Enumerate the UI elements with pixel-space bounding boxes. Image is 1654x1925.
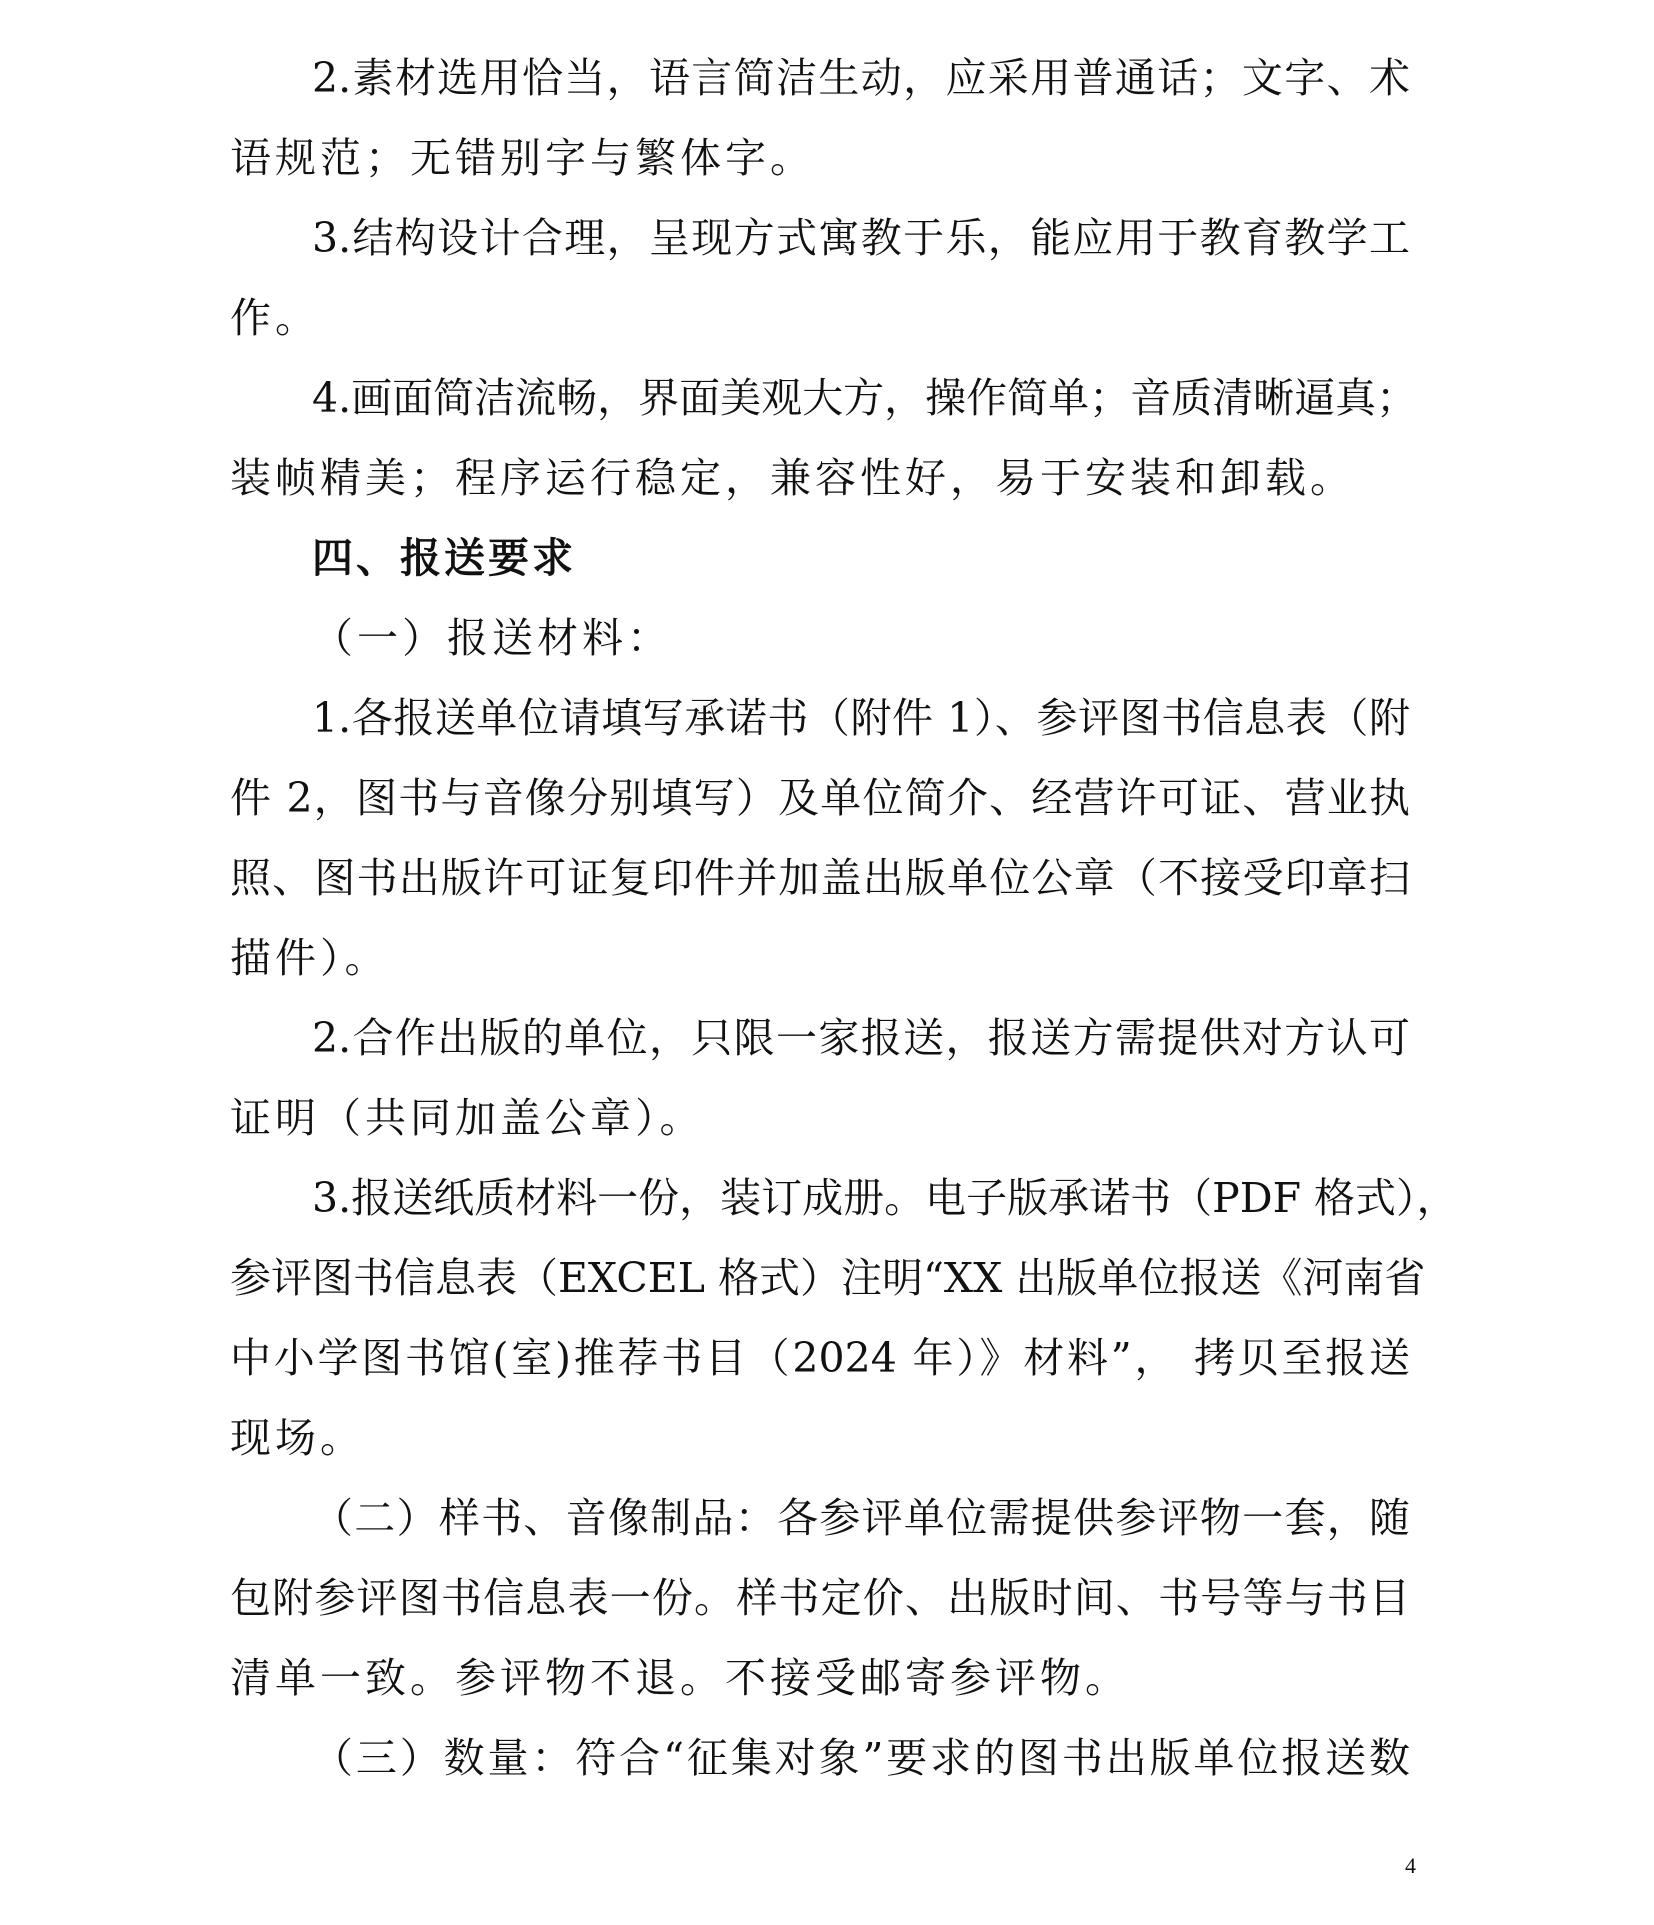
paragraph-line: 件 2，图书与音像分别填写）及单位简介、经营许可证、营业执	[230, 774, 1410, 822]
paragraph-line: 描件）。	[230, 934, 390, 982]
paragraph-line: 3.结构设计合理，呈现方式寓教于乐，能应用于教育教学工	[312, 214, 1410, 262]
paragraph-line: 3.报送纸质材料一份，装订成册。电子版承诺书（PDF 格式），	[312, 1174, 1458, 1222]
paragraph-line: 证明（共同加盖公章）。	[230, 1094, 705, 1142]
paragraph-line: 现场。	[230, 1414, 365, 1462]
paragraph-line: 2.合作出版的单位，只限一家报送，报送方需提供对方认可	[312, 1014, 1410, 1062]
page-number: 4	[1405, 1853, 1416, 1878]
paragraph-line: 语规范；无错别字与繁体字。	[230, 134, 815, 182]
paragraph-line: 4.画面简洁流畅，界面美观大方，操作简单；音质清晰逼真；	[312, 374, 1418, 422]
paragraph-line: 清单一致。参评物不退。不接受邮寄参评物。	[230, 1654, 1130, 1702]
paragraph-line: 1.各报送单位请填写承诺书（附件 1）、参评图书信息表（附	[312, 694, 1410, 742]
paragraph-line: 2.素材选用恰当，语言简洁生动，应采用普通话；文字、术	[312, 54, 1410, 102]
subsection-heading: （一）报送材料：	[312, 614, 672, 662]
paragraph-line: 作。	[230, 294, 320, 342]
paragraph-line: 包附参评图书信息表一份。样书定价、出版时间、书号等与书目	[230, 1574, 1410, 1622]
section-heading: 四、报送要求	[312, 534, 576, 582]
paragraph-line: 照、图书出版许可证复印件并加盖出版单位公章（不接受印章扫	[230, 854, 1410, 902]
paragraph-line: （三）数量：符合“征集对象”要求的图书出版单位报送数	[312, 1734, 1410, 1782]
paragraph-line: （二）样书、音像制品：各参评单位需提供参评物一套，随	[312, 1494, 1410, 1542]
paragraph-line: 中小学图书馆(室)推荐书目（2024 年）》材料”， 拷贝至报送	[230, 1334, 1410, 1382]
paragraph-line: 参评图书信息表（EXCEL 格式）注明“XX 出版单位报送《河南省	[230, 1254, 1426, 1302]
paragraph-line: 装帧精美；程序运行稳定，兼容性好，易于安装和卸载。	[230, 454, 1355, 502]
